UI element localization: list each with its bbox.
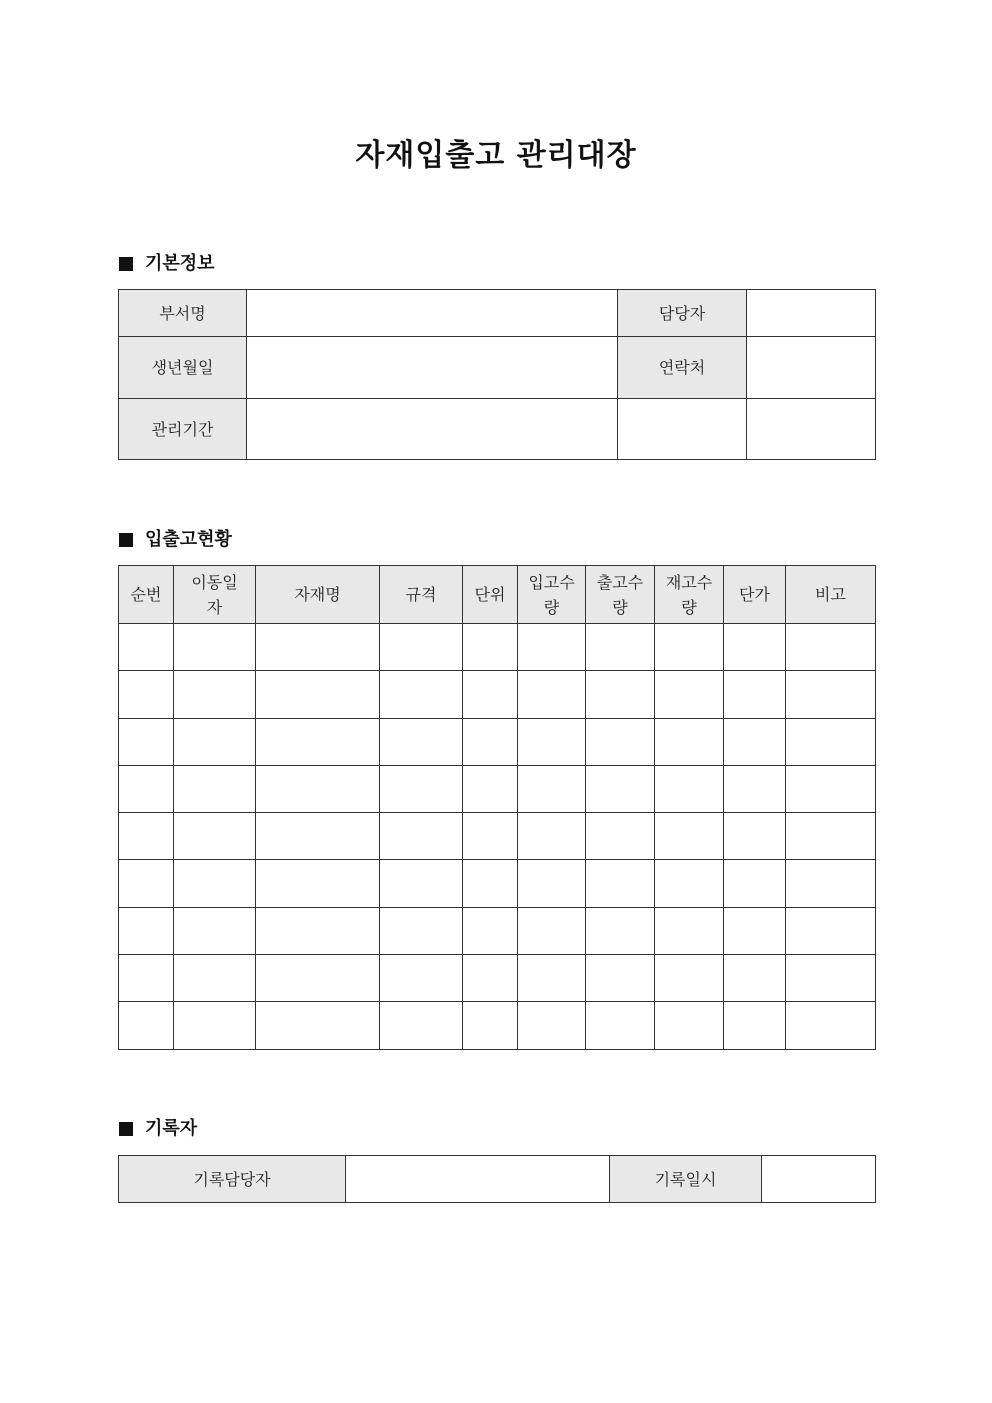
square-bullet-icon	[119, 533, 133, 547]
table-cell[interactable]	[655, 765, 724, 812]
table-cell[interactable]	[174, 860, 256, 907]
table-row	[119, 765, 876, 812]
table-cell[interactable]	[655, 624, 724, 671]
table-cell[interactable]	[655, 860, 724, 907]
table-cell[interactable]	[786, 860, 876, 907]
table-cell[interactable]	[655, 671, 724, 718]
table-cell[interactable]	[256, 718, 380, 765]
table-cell[interactable]	[586, 860, 655, 907]
table-cell[interactable]	[724, 907, 786, 954]
manager-label: 담당자	[618, 290, 747, 337]
table-cell[interactable]	[256, 1002, 380, 1049]
table-cell[interactable]	[256, 955, 380, 1002]
table-cell[interactable]	[463, 955, 518, 1002]
period-field[interactable]	[247, 399, 618, 460]
table-cell[interactable]	[786, 813, 876, 860]
period-label: 관리기간	[119, 399, 247, 460]
table-cell[interactable]	[463, 1002, 518, 1049]
table-cell[interactable]	[786, 955, 876, 1002]
table-row	[119, 624, 876, 671]
table-cell[interactable]	[119, 907, 174, 954]
table-cell[interactable]	[380, 671, 463, 718]
record-date-field[interactable]	[762, 1156, 876, 1203]
table-cell[interactable]	[119, 860, 174, 907]
table-cell[interactable]	[256, 671, 380, 718]
dept-label: 부서명	[119, 290, 247, 337]
recorder-table	[118, 1155, 876, 1203]
column-header: 단가	[724, 566, 786, 624]
table-cell[interactable]	[518, 624, 586, 671]
table-cell[interactable]	[786, 1002, 876, 1049]
column-header: 자재명	[256, 566, 380, 624]
table-cell[interactable]	[586, 813, 655, 860]
table-cell[interactable]	[518, 671, 586, 718]
birth-label: 생년월일	[119, 337, 247, 399]
table-cell[interactable]	[518, 1002, 586, 1049]
inout-table	[118, 565, 876, 1050]
table-cell[interactable]	[724, 718, 786, 765]
column-header: 출고수량	[586, 566, 655, 624]
section-label-inout: 입출고현황	[145, 529, 232, 550]
column-header: 순번	[119, 566, 174, 624]
table-row	[119, 955, 876, 1002]
table-cell[interactable]	[655, 718, 724, 765]
table-cell[interactable]	[380, 1002, 463, 1049]
table-cell[interactable]	[586, 718, 655, 765]
table-cell[interactable]	[786, 624, 876, 671]
table-cell[interactable]	[655, 907, 724, 954]
table-cell[interactable]	[119, 1002, 174, 1049]
basic-info-table	[118, 289, 876, 460]
table-cell[interactable]	[174, 718, 256, 765]
table-cell[interactable]	[119, 671, 174, 718]
table-cell[interactable]	[724, 1002, 786, 1049]
table-row	[119, 860, 876, 907]
table-cell[interactable]	[380, 955, 463, 1002]
section-label-recorder: 기록자	[145, 1118, 198, 1139]
birth-field[interactable]	[247, 337, 618, 399]
section-heading-recorder	[119, 1117, 197, 1141]
table-cell[interactable]	[786, 765, 876, 812]
table-cell[interactable]	[463, 860, 518, 907]
contact-label: 연락처	[618, 337, 747, 399]
table-cell[interactable]	[256, 813, 380, 860]
table-cell[interactable]	[463, 624, 518, 671]
manager-field[interactable]	[747, 290, 876, 337]
table-cell[interactable]	[518, 907, 586, 954]
table-cell[interactable]	[380, 907, 463, 954]
table-cell[interactable]	[119, 718, 174, 765]
table-cell[interactable]	[256, 907, 380, 954]
empty-cell[interactable]	[747, 399, 876, 460]
table-cell[interactable]	[724, 671, 786, 718]
table-cell[interactable]	[119, 624, 174, 671]
table-cell[interactable]	[380, 765, 463, 812]
table-cell[interactable]	[119, 813, 174, 860]
table-cell[interactable]	[586, 907, 655, 954]
table-cell[interactable]	[786, 671, 876, 718]
recorder-field[interactable]	[346, 1156, 610, 1203]
table-cell[interactable]	[786, 718, 876, 765]
square-bullet-icon	[119, 257, 133, 271]
square-bullet-icon	[119, 1122, 133, 1136]
table-cell[interactable]	[518, 813, 586, 860]
contact-field[interactable]	[747, 337, 876, 399]
section-heading-basic	[119, 252, 215, 276]
column-header: 단위	[463, 566, 518, 624]
column-header: 재고수량	[655, 566, 724, 624]
table-cell[interactable]	[586, 1002, 655, 1049]
table-cell[interactable]	[586, 671, 655, 718]
table-cell[interactable]	[586, 624, 655, 671]
table-cell[interactable]	[724, 813, 786, 860]
table-row	[119, 1002, 876, 1049]
column-header: 이동일자	[174, 566, 256, 624]
inout-header-row	[119, 566, 876, 624]
table-cell[interactable]	[518, 718, 586, 765]
table-cell[interactable]	[586, 765, 655, 812]
table-cell[interactable]	[724, 765, 786, 812]
table-cell[interactable]	[174, 813, 256, 860]
table-cell[interactable]	[463, 765, 518, 812]
table-cell[interactable]	[586, 955, 655, 1002]
table-cell[interactable]	[463, 813, 518, 860]
table-cell[interactable]	[724, 624, 786, 671]
table-cell[interactable]	[174, 955, 256, 1002]
table-row	[119, 671, 876, 718]
table-cell[interactable]	[463, 671, 518, 718]
table-cell[interactable]	[518, 765, 586, 812]
recorder-label: 기록담당자	[119, 1156, 346, 1203]
table-cell[interactable]	[174, 1002, 256, 1049]
table-cell[interactable]	[119, 955, 174, 1002]
table-row	[119, 907, 876, 954]
table-cell[interactable]	[119, 765, 174, 812]
table-cell[interactable]	[518, 860, 586, 907]
table-cell[interactable]	[786, 907, 876, 954]
table-cell[interactable]	[174, 624, 256, 671]
table-cell[interactable]	[256, 765, 380, 812]
table-cell[interactable]	[380, 860, 463, 907]
table-row	[119, 813, 876, 860]
column-header: 입고수량	[518, 566, 586, 624]
table-cell[interactable]	[380, 813, 463, 860]
table-cell[interactable]	[655, 813, 724, 860]
table-cell[interactable]	[174, 907, 256, 954]
record-date-label: 기록일시	[610, 1156, 762, 1203]
table-cell[interactable]	[724, 860, 786, 907]
table-cell[interactable]	[380, 624, 463, 671]
table-cell[interactable]	[463, 907, 518, 954]
section-heading-inout	[119, 528, 232, 552]
section-label-basic: 기본정보	[145, 253, 215, 274]
table-cell[interactable]	[655, 955, 724, 1002]
table-cell[interactable]	[174, 765, 256, 812]
table-cell[interactable]	[518, 955, 586, 1002]
table-cell[interactable]	[256, 860, 380, 907]
column-header: 비고	[786, 566, 876, 624]
table-cell[interactable]	[724, 955, 786, 1002]
dept-field[interactable]	[247, 290, 618, 337]
table-cell[interactable]	[256, 624, 380, 671]
table-cell[interactable]	[655, 1002, 724, 1049]
page-title: 자재입출고 관리대장	[355, 138, 637, 173]
column-header: 규격	[380, 566, 463, 624]
table-cell[interactable]	[380, 718, 463, 765]
table-row	[119, 718, 876, 765]
table-cell[interactable]	[174, 671, 256, 718]
table-cell[interactable]	[463, 718, 518, 765]
empty-cell[interactable]	[618, 399, 747, 460]
